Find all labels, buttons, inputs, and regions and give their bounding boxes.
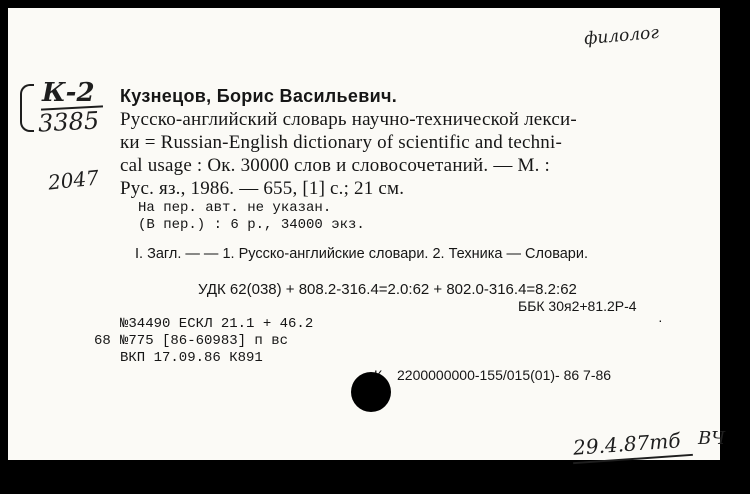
catalog-card (8, 8, 726, 460)
record-line-1: №34490 ЕСКЛ 21.1 + 46.2 (120, 316, 314, 332)
handwritten-corner-note: ВЧ (698, 428, 726, 449)
title-line-2: ки = Russian-English dictionary of scientific and techni- (120, 132, 562, 153)
title-line-3: cal usage : Ок. 30000 слов и словосочетаний. — М. : (120, 155, 550, 176)
title-line-4: Рус. яз., 1986. — 655, [1] с.; 21 см. (120, 178, 405, 199)
handwritten-inventory-note: 2047 (46, 165, 101, 195)
punch-hole (351, 372, 391, 412)
subject-tracing: I. Загл. — — 1. Русско-английские словари. 2. Техника — Словари. (135, 246, 588, 262)
isbn-code: 2200000000-155/015(01)- 86 7-86 (397, 367, 612, 383)
record-line-2: №775 [86-60983] п вс (120, 333, 289, 349)
bbk-dot: · (658, 312, 663, 328)
shelf-mark-bracket (20, 84, 34, 132)
handwritten-top-note: филолог (583, 22, 660, 50)
handwritten-date: 29.4.87тб (572, 428, 682, 460)
note-line-1: На пер. авт. не указан. (138, 200, 332, 216)
bbk-classification: ББК 30я2+81.2Р-4 (518, 298, 637, 314)
author-heading: Кузнецов, Борис Васильевич. (120, 86, 398, 106)
title-line-1: Русско-английский словарь научно-технической лекси- (120, 109, 577, 130)
note-line-2: (В пер.) : 6 р., 34000 экз. (138, 217, 365, 233)
record-line-3: ВКП 17.09.86 К891 (120, 350, 263, 366)
shelf-mark-line1: К-2 (42, 78, 95, 108)
udk-classification: УДК 62(038) + 808.2-316.4=2.0:62 + 802.0-316.4=8.2:62 (198, 281, 577, 298)
record-prefix: 68 (94, 333, 111, 349)
shelf-mark-line2: 3385 (37, 106, 100, 138)
